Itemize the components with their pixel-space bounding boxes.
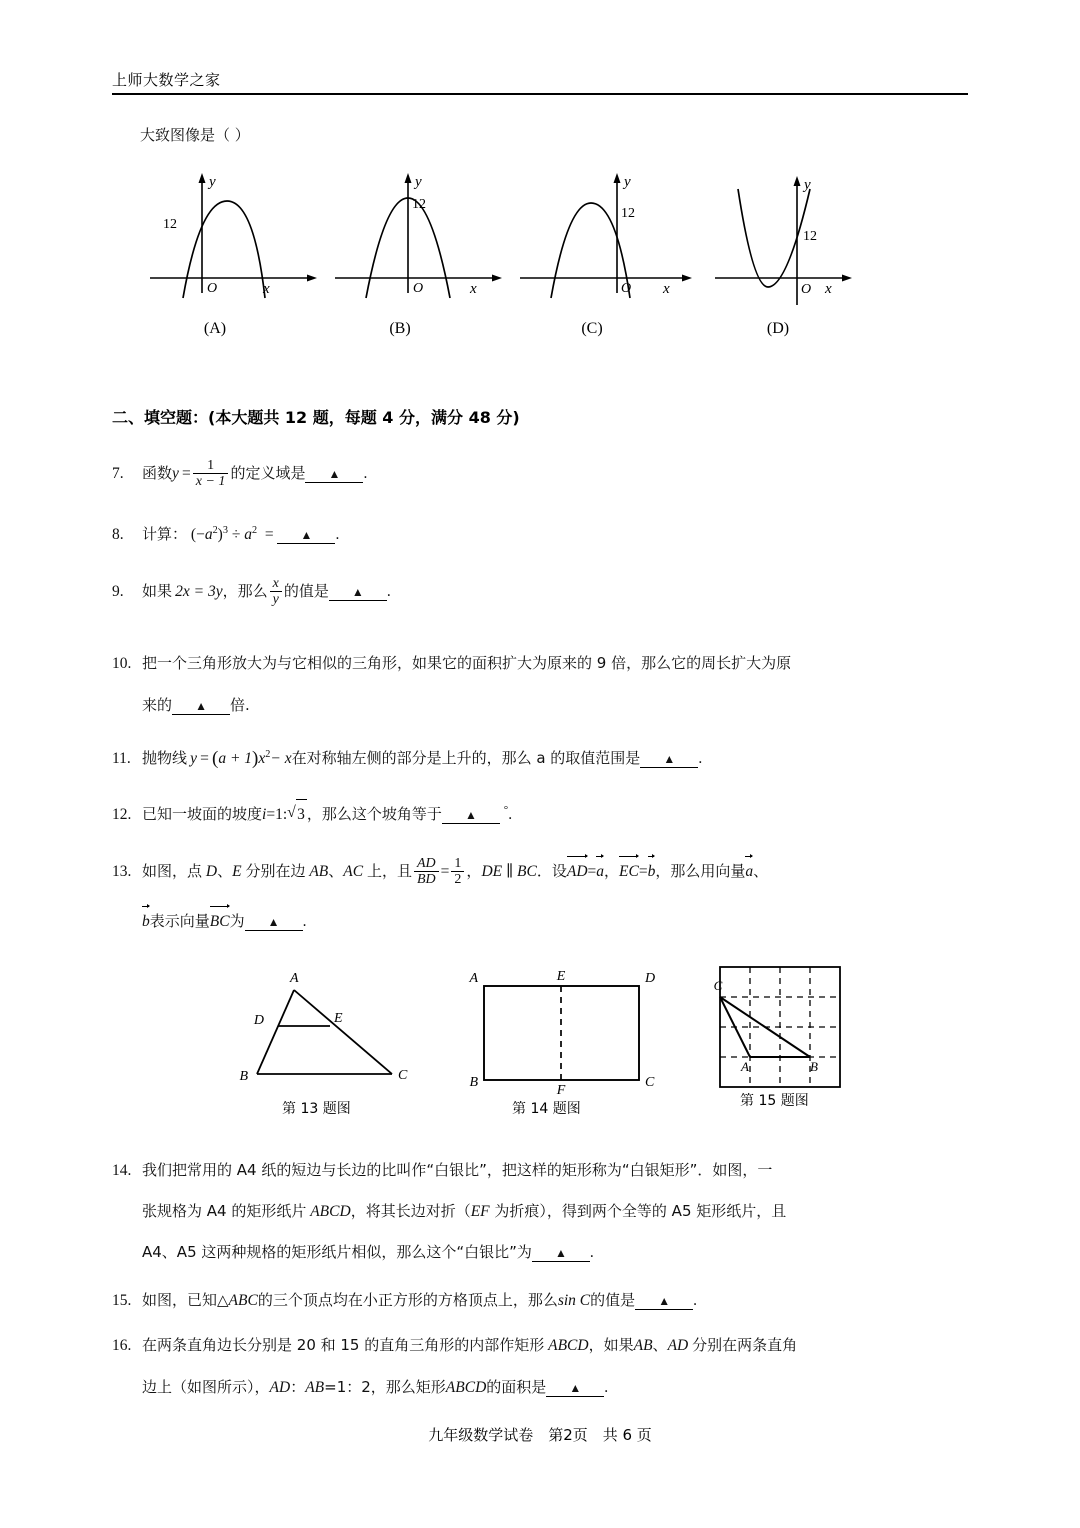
question-9-mid: ，那么 bbox=[222, 582, 268, 601]
svg-text:A: A bbox=[741, 1059, 749, 1074]
question-10-line-2 bbox=[142, 690, 250, 721]
page-header bbox=[112, 70, 968, 95]
question-13-frac-den: BD bbox=[414, 871, 439, 887]
question-11-equals: = bbox=[200, 750, 209, 768]
question-12-ratio: =1: bbox=[266, 806, 288, 824]
question-11-lead: 抛物线 bbox=[142, 749, 188, 768]
question-12-blank[interactable]: ▲ bbox=[442, 807, 500, 824]
question-13-vector-a2-body: a bbox=[745, 863, 754, 880]
question-13-line-1 bbox=[112, 855, 768, 887]
question-13-vector-bc bbox=[210, 905, 230, 937]
question-16-line2-c: =1：2，那么矩形 bbox=[324, 1378, 446, 1396]
svg-text:12: 12 bbox=[803, 229, 817, 244]
question-13-line-2 bbox=[142, 905, 306, 937]
svg-text:x: x bbox=[825, 281, 832, 297]
question-14-blank[interactable]: ▲ bbox=[532, 1245, 590, 1262]
question-13-eq3: = bbox=[638, 863, 648, 880]
question-9-blank[interactable]: ▲ bbox=[329, 584, 387, 601]
question-8 bbox=[112, 516, 339, 550]
question-13-vector-b bbox=[648, 855, 656, 887]
question-12-radicand: 3 bbox=[296, 799, 307, 830]
question-8-divisor-a: a bbox=[244, 526, 252, 544]
figure-13-caption: 第 13 题图 bbox=[282, 1101, 351, 1117]
question-13-equals: = bbox=[440, 863, 450, 880]
question-9-fraction bbox=[270, 576, 282, 607]
question-10-blank[interactable]: ▲ bbox=[172, 698, 230, 715]
svg-text:A: A bbox=[469, 971, 478, 986]
svg-text:B: B bbox=[239, 1069, 248, 1084]
question-10-line2-pre: 来的 bbox=[142, 696, 173, 714]
question-13-dun1: 、 bbox=[217, 862, 233, 880]
page-footer: 九年级数学试卷 第2页 共 6 页 bbox=[428, 1426, 652, 1444]
question-13-seg-ac: AC bbox=[343, 863, 364, 880]
question-8-period: . bbox=[335, 526, 340, 544]
question-12-sqrt bbox=[287, 799, 307, 830]
question-14-line2-b: ，将其长边对折（ bbox=[350, 1202, 471, 1220]
question-13-dun3: 、 bbox=[753, 862, 769, 880]
question-9-lead: 如果 bbox=[142, 582, 173, 601]
question-16-seg-ab: AB bbox=[633, 1337, 653, 1354]
question-12-tail: ，那么这个坡角等于 bbox=[306, 805, 442, 824]
question-12-i: i bbox=[262, 806, 267, 824]
graph-b-svg bbox=[330, 165, 510, 310]
question-13-vector-bc-body: BC bbox=[209, 913, 230, 930]
question-7-lead: 函数 bbox=[142, 464, 173, 483]
question-7-number: 7. bbox=[112, 465, 124, 483]
question-13-point-e: E bbox=[232, 863, 242, 880]
header-title: 上师大数学之家 bbox=[112, 71, 221, 89]
question-10-number: 10. bbox=[112, 655, 132, 672]
question-10-text-line1: 把一个三角形放大为与它相似的三角形，如果它的面积扩大为原来的 9 倍，那么它的周长扩大为原 bbox=[142, 654, 792, 672]
svg-text:D: D bbox=[645, 971, 656, 986]
question-16-line-1 bbox=[112, 1330, 797, 1361]
question-13-parallel: ∥ bbox=[505, 863, 514, 880]
question-13-p3: 上，且 bbox=[366, 862, 412, 880]
question-16-rect-abcd: ABCD bbox=[548, 1337, 589, 1354]
question-9-numerator: x bbox=[272, 576, 279, 591]
svg-text:x: x bbox=[663, 281, 670, 297]
question-13-half-num: 1 bbox=[454, 855, 462, 871]
question-8-minus: − bbox=[196, 526, 205, 544]
svg-text:12: 12 bbox=[163, 217, 177, 232]
question-8-base-a: a bbox=[204, 526, 213, 544]
question-7 bbox=[112, 458, 367, 489]
figure-14 bbox=[462, 962, 662, 1102]
question-13-half-den: 2 bbox=[451, 871, 464, 887]
question-13-vector-b-body: b bbox=[647, 863, 656, 880]
question-13-seg-ab: AB bbox=[309, 863, 329, 880]
question-15-blank[interactable]: ▲ bbox=[635, 1293, 693, 1310]
question-8-paren-open: ( bbox=[190, 526, 197, 544]
question-11-blank[interactable]: ▲ bbox=[640, 751, 698, 768]
question-13-line2-vector-b-body: b bbox=[142, 913, 150, 930]
svg-text:E: E bbox=[556, 969, 566, 984]
question-13-p2: 分别在边 bbox=[245, 862, 306, 880]
question-12 bbox=[112, 795, 512, 830]
option-graph-b bbox=[330, 165, 510, 315]
svg-text:B: B bbox=[469, 1075, 478, 1090]
question-16-line2-a: 边上（如图所示）， bbox=[142, 1378, 270, 1396]
svg-text:12: 12 bbox=[412, 197, 426, 212]
svg-text:E: E bbox=[334, 1011, 343, 1026]
svg-text:C: C bbox=[398, 1068, 408, 1083]
question-11-period: . bbox=[698, 750, 703, 768]
question-8-divide: ÷ bbox=[231, 526, 241, 544]
question-7-period: . bbox=[363, 465, 368, 483]
question-13-period: . bbox=[302, 913, 307, 930]
svg-text:A: A bbox=[290, 971, 299, 986]
question-8-lead: 计算： bbox=[142, 525, 188, 544]
question-13-point-d: D bbox=[205, 863, 218, 880]
question-16-line-2 bbox=[142, 1372, 608, 1403]
question-13-number: 13. bbox=[112, 863, 132, 880]
question-13-vector-ec bbox=[619, 855, 639, 887]
question-11-minus-x: − x bbox=[270, 750, 292, 768]
question-12-lead: 已知一坡面的坡度 bbox=[142, 805, 263, 824]
question-13-vector-a2 bbox=[745, 855, 753, 887]
question-11-tail: 在对称轴左侧的部分是上升的，那么 a 的取值范围是 bbox=[291, 749, 641, 768]
option-graph-d bbox=[705, 165, 885, 315]
question-7-y: y bbox=[172, 465, 179, 483]
question-13-seg-bc: BC bbox=[517, 863, 537, 880]
svg-text:O: O bbox=[207, 281, 218, 296]
option-graph-a bbox=[145, 165, 325, 315]
question-16-line1-b: ，如果 bbox=[588, 1336, 634, 1354]
svg-text:y: y bbox=[624, 174, 631, 190]
question-13-p5: ．设 bbox=[536, 862, 567, 880]
svg-text:O: O bbox=[621, 281, 632, 296]
question-16-blank[interactable]: ▲ bbox=[546, 1380, 604, 1397]
question-14-line-1 bbox=[112, 1155, 772, 1186]
question-13-vector-a bbox=[596, 855, 604, 887]
question-15-number: 15. bbox=[112, 1292, 132, 1309]
option-label-a: (A) bbox=[203, 320, 227, 337]
question-16-line1-c: 、 bbox=[652, 1336, 668, 1354]
question-9-condition: 2x = 3y bbox=[175, 583, 223, 601]
stem-text: 大致图像是（ ） bbox=[140, 126, 250, 144]
question-13-p1: 如图，点 bbox=[142, 862, 203, 880]
svg-text:C: C bbox=[645, 1075, 655, 1090]
question-10-line-1 bbox=[112, 648, 791, 679]
option-label-d: (D) bbox=[766, 320, 790, 337]
question-14-line-3 bbox=[142, 1237, 594, 1268]
question-15-sin-c: sin C bbox=[557, 1292, 591, 1309]
question-8-exp-inner: 2 bbox=[212, 525, 218, 536]
question-11-paren-open: ( bbox=[211, 748, 219, 770]
svg-text:y: y bbox=[209, 174, 216, 190]
header-divider bbox=[112, 93, 968, 95]
question-9-number: 9. bbox=[112, 583, 124, 601]
question-15-mid: 的三个顶点均在小正方形的方格顶点上，那么 bbox=[257, 1291, 558, 1309]
question-9-tail: 的值是 bbox=[283, 582, 329, 601]
question-11-coefficient: a + 1 bbox=[218, 750, 253, 768]
question-8-number: 8. bbox=[112, 526, 124, 544]
question-13-p6: ，那么用向量 bbox=[655, 862, 746, 880]
question-8-paren-close: ) bbox=[217, 526, 223, 544]
question-8-equals: = bbox=[264, 526, 274, 544]
question-15-period: . bbox=[693, 1292, 698, 1309]
question-16-number: 16. bbox=[112, 1337, 132, 1354]
question-14-line3-a: A4、A5 这两种规格的矩形纸片相似，那么这个“白银比”为 bbox=[142, 1243, 532, 1261]
question-11-y: y bbox=[190, 750, 198, 768]
question-13-p4: ， bbox=[466, 862, 482, 880]
svg-text:F: F bbox=[556, 1083, 566, 1097]
svg-text:y: y bbox=[804, 177, 811, 193]
question-12-period: . bbox=[508, 806, 513, 824]
question-13-vector-ad-body: AD bbox=[566, 863, 588, 880]
question-11-variable: x bbox=[258, 750, 266, 768]
figure-14-svg bbox=[462, 962, 662, 1097]
svg-text:O: O bbox=[413, 281, 424, 296]
question-14-line2-a: 张规格为 A4 的矩形纸片 bbox=[142, 1202, 307, 1220]
svg-text:12: 12 bbox=[621, 206, 635, 221]
figure-13 bbox=[232, 962, 432, 1102]
question-13-vector-ad bbox=[567, 855, 588, 887]
question-16-period: . bbox=[604, 1379, 609, 1396]
question-13-line2-vector-b bbox=[142, 905, 150, 937]
figure-15-caption: 第 15 题图 bbox=[740, 1093, 809, 1109]
question-14-rect-abcd: ABCD bbox=[310, 1203, 351, 1220]
figure-13-svg bbox=[232, 962, 432, 1097]
question-7-blank[interactable]: ▲ bbox=[305, 466, 363, 483]
question-12-degree: ° bbox=[503, 804, 509, 816]
question-6-stem bbox=[140, 120, 250, 150]
question-7-fraction bbox=[193, 458, 229, 489]
question-11-variable-exp: 2 bbox=[265, 749, 271, 760]
question-13-seg-de: DE bbox=[481, 863, 503, 880]
question-13-dun2: 、 bbox=[328, 862, 344, 880]
question-7-tail: 的定义域是 bbox=[230, 464, 306, 483]
question-8-exp-outer: 3 bbox=[222, 525, 228, 536]
question-16-line2-abcd: ABCD bbox=[445, 1379, 487, 1396]
figure-14-caption: 第 14 题图 bbox=[512, 1101, 581, 1117]
question-14-line1: 我们把常用的 A4 纸的短边与长边的比叫作“白银比”，把这样的矩形称为“白银矩形”．如图，一 bbox=[142, 1161, 773, 1179]
question-13-p8: 为 bbox=[229, 912, 245, 930]
question-16-line2-ad: AD bbox=[269, 1379, 291, 1396]
question-11 bbox=[112, 740, 702, 774]
question-16-line2-b: ： bbox=[290, 1378, 306, 1396]
question-13-vector-a-body: a bbox=[596, 863, 605, 880]
svg-text:x: x bbox=[263, 281, 270, 297]
question-7-equals: = bbox=[182, 465, 191, 483]
question-15-triangle-abc: ABC bbox=[228, 1292, 258, 1309]
question-13-comma: ， bbox=[604, 862, 620, 880]
question-12-number: 12. bbox=[112, 806, 132, 824]
question-9 bbox=[112, 576, 391, 607]
question-13-fraction-half bbox=[451, 856, 464, 887]
question-14-number: 14. bbox=[112, 1162, 132, 1179]
question-13-frac-num: AD bbox=[417, 855, 436, 871]
question-14-line2-c: 为折痕），得到两个全等的 A5 矩形纸片，且 bbox=[489, 1202, 787, 1220]
question-8-blank[interactable]: ▲ bbox=[277, 527, 335, 544]
option-label-c: (C) bbox=[581, 320, 603, 337]
question-13-blank[interactable]: ▲ bbox=[245, 914, 303, 931]
question-7-denominator: x − 1 bbox=[193, 473, 229, 489]
question-16-line1-a: 在两条直角边长分别是 20 和 15 的直角三角形的内部作矩形 bbox=[142, 1336, 545, 1354]
figure-15-svg bbox=[714, 958, 864, 1088]
question-14-seg-ef: EF bbox=[470, 1203, 490, 1220]
section-heading: 二、填空题：(本大题共 12 题，每题 4 分，满分 48 分) bbox=[112, 408, 520, 427]
question-16-line2-d: 的面积是 bbox=[486, 1378, 547, 1396]
svg-text:C: C bbox=[714, 978, 723, 993]
option-graph-c bbox=[520, 165, 700, 315]
svg-text:D: D bbox=[253, 1013, 264, 1028]
svg-text:y: y bbox=[415, 174, 422, 190]
figure-15 bbox=[714, 958, 864, 1093]
question-9-period: . bbox=[386, 583, 391, 601]
question-14-period: . bbox=[589, 1244, 594, 1261]
question-13-fraction-ad-bd bbox=[414, 856, 439, 887]
question-13-eq2: = bbox=[587, 863, 597, 880]
svg-text:B: B bbox=[810, 1059, 818, 1074]
question-15-pre: 如图，已知△ bbox=[142, 1291, 229, 1309]
question-10-line2-post: 倍. bbox=[230, 696, 250, 714]
option-label-b: (B) bbox=[389, 320, 411, 337]
question-15-post: 的值是 bbox=[590, 1291, 636, 1309]
question-8-divisor-exp: 2 bbox=[251, 525, 258, 536]
question-13-vector-ec-body: EC bbox=[619, 863, 639, 880]
question-11-paren-close: ) bbox=[252, 748, 259, 770]
question-15 bbox=[112, 1285, 697, 1316]
question-14-line-2 bbox=[142, 1196, 786, 1227]
svg-text:O: O bbox=[801, 282, 812, 297]
graph-a-svg bbox=[145, 165, 325, 310]
question-9-denominator: y bbox=[270, 591, 282, 607]
question-16-line2-ab: AB bbox=[305, 1379, 325, 1396]
svg-text:x: x bbox=[470, 281, 477, 297]
question-7-numerator: 1 bbox=[207, 458, 215, 473]
graph-d-svg bbox=[705, 165, 885, 310]
question-16-seg-ad: AD bbox=[667, 1337, 689, 1354]
question-11-number: 11. bbox=[112, 750, 131, 768]
graph-c-svg bbox=[520, 165, 700, 310]
question-16-line1-d: 分别在两条直角 bbox=[692, 1336, 798, 1354]
question-13-p7: 表示向量 bbox=[149, 912, 210, 930]
